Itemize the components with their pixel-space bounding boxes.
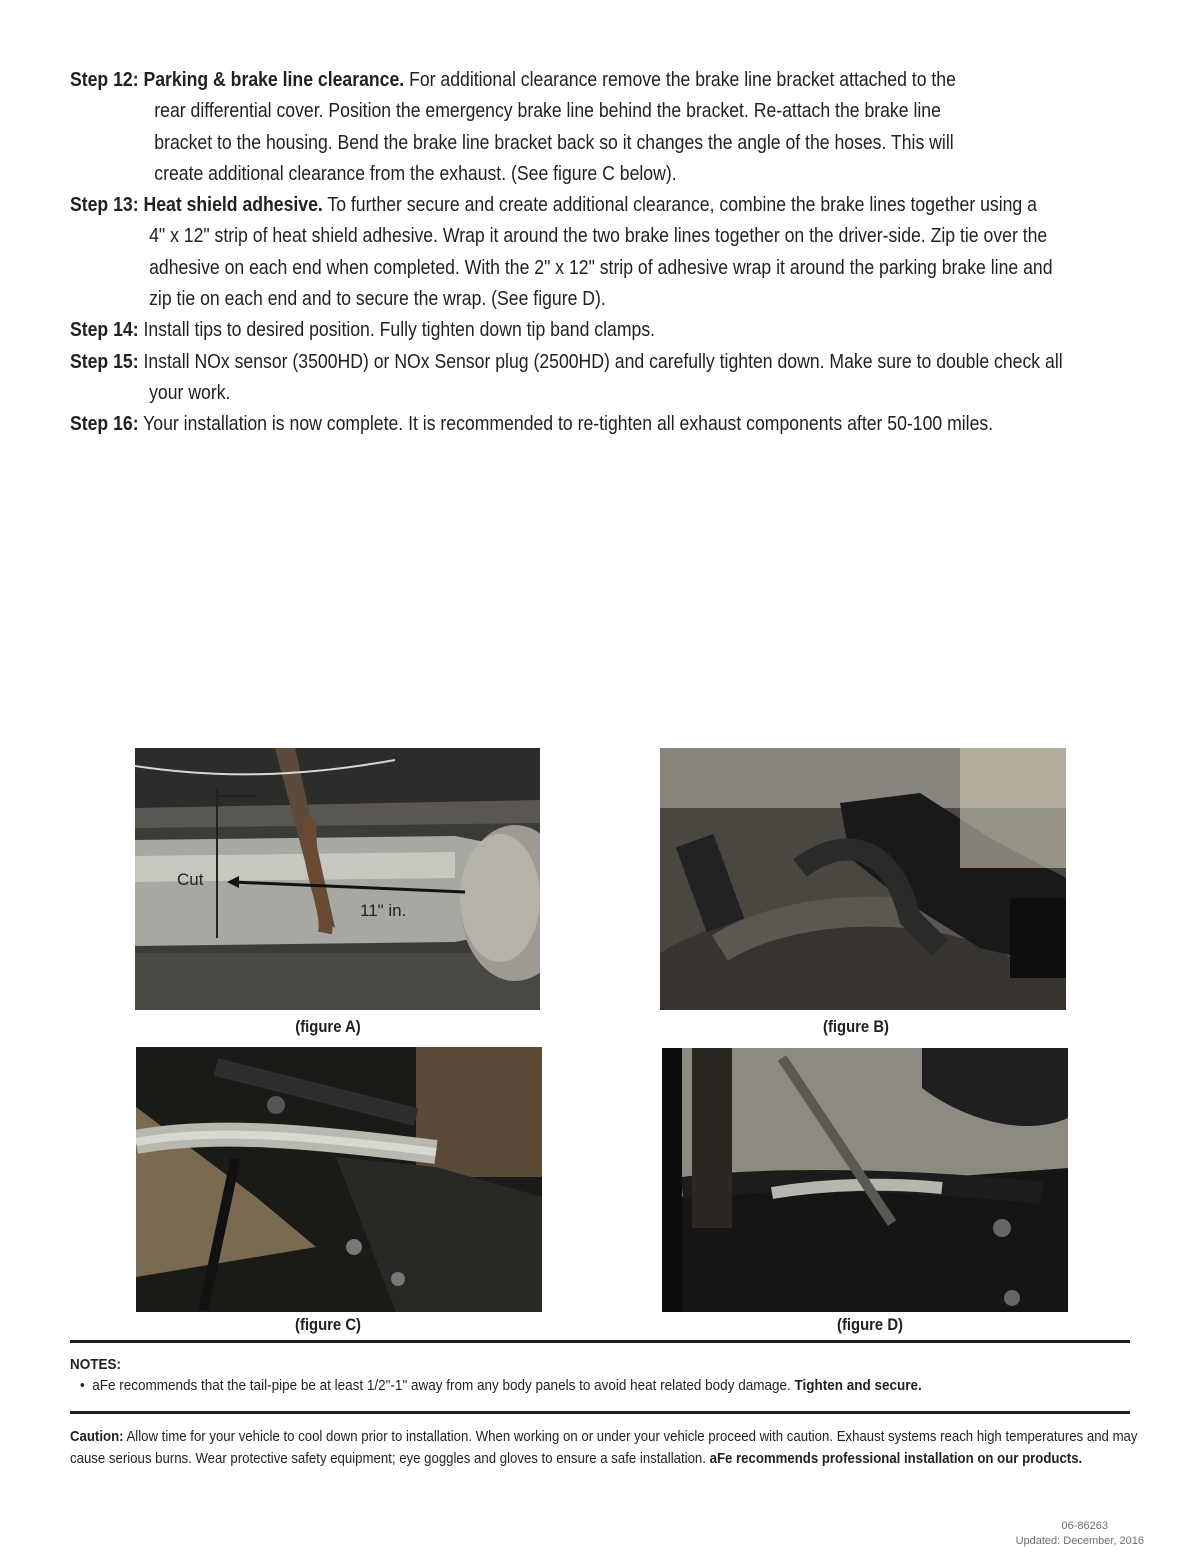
divider bbox=[70, 1340, 1130, 1343]
step-text: rear differential cover. Position the emergency brake line behind the bracket. Re-attach the brake line bbox=[154, 99, 941, 123]
step-12 bbox=[70, 64, 1140, 189]
figure-d-caption: (figure D) bbox=[836, 1316, 903, 1334]
step-title: Parking & brake line clearance. bbox=[143, 68, 405, 91]
notes-emphasis: Tighten and secure. bbox=[794, 1377, 922, 1394]
divider bbox=[70, 1411, 1130, 1414]
cut-label: Cut bbox=[177, 870, 204, 889]
step-text: adhesive on each end when completed. With the 2" x 12" strip of adhesive wrap it around the parking brake line and bbox=[149, 255, 1053, 279]
notes-text: aFe recommends that the tail-pipe be at least 1/2"-1" away from any body panels to avoid heat related body damage. bbox=[92, 1377, 791, 1394]
figure-c-photo bbox=[136, 1047, 542, 1312]
bullet-icon: • bbox=[80, 1377, 93, 1394]
figure-d-photo bbox=[662, 1048, 1068, 1312]
step-text: For additional clearance remove the brake line bracket attached to the bbox=[409, 68, 956, 91]
installation-steps bbox=[70, 64, 1140, 440]
step-title: Heat shield adhesive. bbox=[143, 193, 323, 217]
step-text: 4" x 12" strip of heat shield adhesive. Wrap it around the two brake lines together on the driver-side. Zip tie over the bbox=[149, 224, 1048, 248]
updated-date: Updated: December, 2016 bbox=[1015, 1535, 1144, 1547]
step-text: Your installation is now complete. It is recommended to re-tighten all exhaust components after 50-100 miles. bbox=[143, 412, 994, 436]
length-label: 11" in. bbox=[360, 901, 407, 920]
figure-a-caption: (figure A) bbox=[295, 1018, 361, 1036]
step-14 bbox=[70, 314, 1140, 345]
step-15 bbox=[70, 346, 1140, 409]
step-text: To further secure and create additional clearance, combine the brake lines together using a bbox=[327, 193, 1037, 217]
caution-body: Allow time for your vehicle to cool down prior to installation. When working on or under your vehicle proceed with caution. Exhaust systems reach high temperatures and may cause serious burns. Wear protective safety equipment; eye goggles and gloves to ensure a safe installation. bbox=[70, 1428, 1138, 1467]
document-number: 06-86263 bbox=[1061, 1520, 1108, 1532]
step-text: zip tie on each end and to secure the wrap. (See figure D). bbox=[149, 287, 606, 311]
notes-bullet bbox=[80, 1377, 1124, 1394]
notes-heading: NOTES: bbox=[70, 1356, 122, 1373]
figure-a-photo bbox=[135, 748, 540, 1010]
step-text: Install NOx sensor (3500HD) or NOx Sensor plug (2500HD) and carefully tighten down. Make sure to double check all bbox=[143, 349, 1063, 373]
step-label: Step 12: bbox=[70, 68, 139, 91]
step-label: Step 16: bbox=[70, 412, 139, 436]
caution-text bbox=[70, 1426, 1144, 1469]
step-text: Install tips to desired position. Fully tighten down tip band clamps. bbox=[143, 318, 656, 342]
caution-label: Caution: bbox=[70, 1428, 124, 1445]
step-13 bbox=[70, 189, 1140, 314]
figure-c-caption: (figure C) bbox=[294, 1316, 361, 1334]
caution-emphasis: aFe recommends professional installation on our products. bbox=[709, 1449, 1083, 1467]
figure-b-photo bbox=[660, 748, 1066, 1010]
step-text: your work. bbox=[149, 380, 231, 404]
step-label: Step 15: bbox=[70, 349, 139, 373]
figure-b-caption: (figure B) bbox=[822, 1018, 889, 1036]
step-label: Step 13: bbox=[70, 193, 139, 217]
step-label: Step 14: bbox=[70, 318, 139, 342]
step-text: bracket to the housing. Bend the brake line bracket back so it changes the angle of the hoses. This will bbox=[154, 130, 954, 154]
step-16 bbox=[70, 408, 1140, 439]
step-text: create additional clearance from the exhaust. (See figure C below). bbox=[154, 161, 677, 185]
